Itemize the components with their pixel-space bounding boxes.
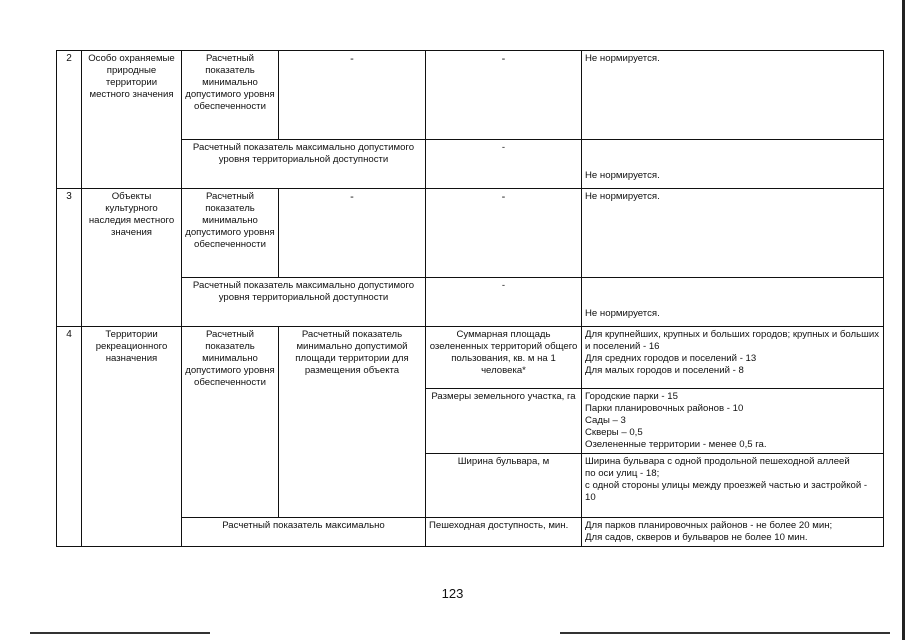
scan-edge-bottom-left (30, 632, 210, 634)
value-line: Парки планировочных районов - 10 (585, 402, 744, 414)
measure-plot-size: Размеры земельного участка, га (426, 389, 582, 454)
object-name: Объекты культурного наследия местного значения (82, 189, 182, 327)
table-row (57, 517, 884, 546)
table-row (57, 278, 884, 327)
value-line: Для средних городов и поселений - 13 (585, 352, 757, 364)
measure-green-area: Суммарная площадь озелененных территорий общего пользования, кв. м на 1 человека* (426, 327, 582, 389)
value-line: Для садов, скверов и бульваров не более 10 мин. (585, 531, 808, 543)
provision-sublabel: Расчетный показатель минимально допустимой площади территории для размещения объекта (279, 327, 426, 518)
provision-label: Расчетный показатель минимально допустимого уровня обеспеченности (182, 189, 279, 278)
norms-table (56, 50, 884, 547)
values-green-area (582, 327, 884, 389)
row-number: 2 (57, 51, 82, 189)
access-label: Расчетный показатель максимально допустимого уровня территориальной доступности (182, 278, 426, 327)
access-label: Расчетный показатель максимально допустимого уровня территориальной доступности (182, 140, 426, 189)
provision-value: - (279, 189, 426, 278)
value-line: Ширина бульвара с одной продольной пешеходной аллеей (585, 455, 850, 467)
table-row (57, 327, 884, 389)
provision-measure: - (426, 189, 582, 278)
value-line: по оси улиц - 18; (585, 467, 660, 479)
value-line: Для малых городов и поселений - 8 (585, 364, 744, 376)
access-norm (582, 278, 884, 327)
object-name: Особо охраняемые природные территории местного значения (82, 51, 182, 189)
provision-norm: Не нормируется. (582, 51, 884, 140)
object-name: Территории рекреационного назначения (82, 327, 182, 547)
access-norm-text: Не нормируется. (585, 308, 660, 320)
provision-norm: Не нормируется. (582, 189, 884, 278)
access-values (582, 517, 884, 546)
value-line: Для крупнейших, крупных и больших городов; крупных и больших и поселений - 16 (585, 329, 879, 352)
value-line: Городские парки - 15 (585, 391, 678, 402)
access-measure: - (426, 140, 582, 189)
access-norm (582, 140, 884, 189)
provision-value: - (279, 51, 426, 140)
value-line: Озелененные территории - менее 0,5 га. (585, 438, 767, 450)
row-number: 4 (57, 327, 82, 547)
provision-label: Расчетный показатель минимально допустимого уровня обеспеченности (182, 327, 279, 518)
measure-boulevard-width: Ширина бульвара, м (426, 453, 582, 517)
value-line: с одной стороны улицы между проезжей частью и застройкой - 10 (585, 479, 868, 503)
values-plot-size (582, 389, 884, 454)
provision-measure: - (426, 51, 582, 140)
table-row (57, 51, 884, 140)
access-label: Расчетный показатель максимально (182, 517, 426, 546)
value-line: Сады – 3 (585, 414, 626, 426)
provision-label: Расчетный показатель минимально допустимого уровня обеспеченности (182, 51, 279, 140)
values-boulevard-width (582, 453, 884, 517)
scan-edge-bottom-right (560, 632, 890, 634)
access-measure: - (426, 278, 582, 327)
value-line: Для парков планировочных районов - не более 20 мин; (585, 519, 833, 531)
value-line: Скверы – 0,5 (585, 426, 643, 438)
table-row (57, 189, 884, 278)
access-norm-text: Не нормируется. (585, 170, 660, 182)
page-number: 123 (441, 586, 464, 601)
table-row (57, 140, 884, 189)
access-measure: Пешеходная доступность, мин. (426, 517, 582, 546)
row-number: 3 (57, 189, 82, 327)
